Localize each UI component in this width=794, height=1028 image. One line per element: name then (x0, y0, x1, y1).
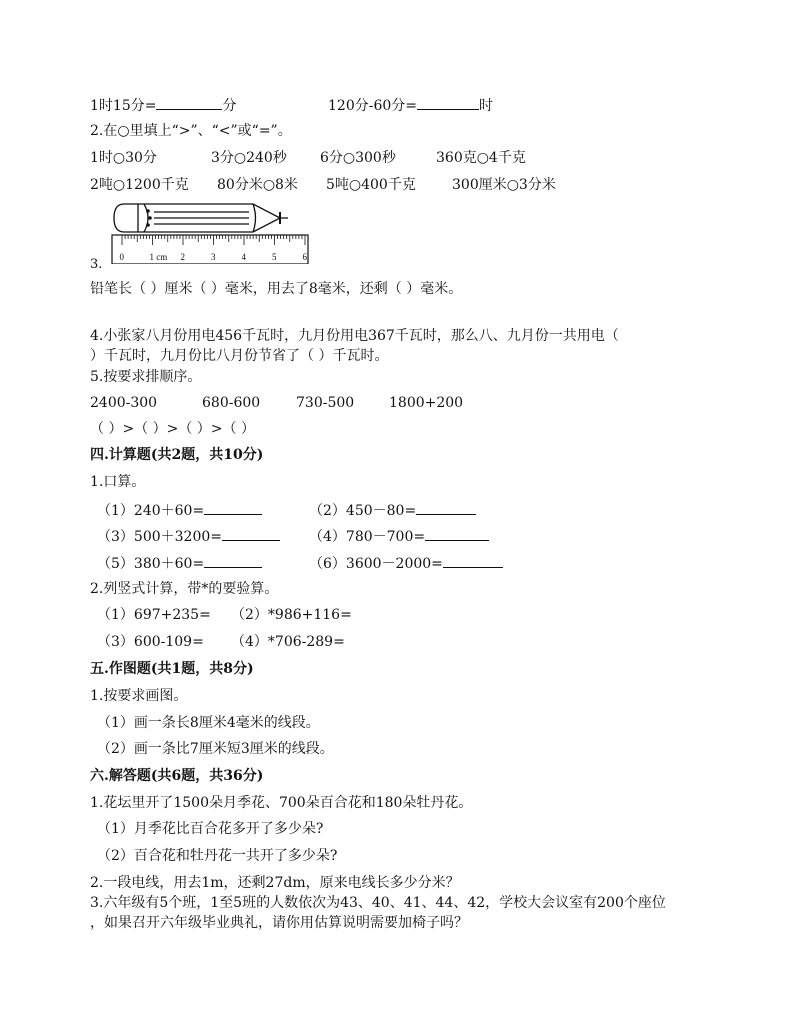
q2-item: 2吨○1200千克 (90, 177, 189, 193)
sec6-q1-item: （2）百合花和牡丹花一共开了多少朵? (97, 848, 338, 864)
sec5-item: （1）画一条长8厘米4毫米的线段。 (97, 715, 320, 731)
q2-item: 5吨○400千克 (326, 177, 416, 193)
q2-item: 360克○4千克 (436, 150, 526, 166)
ruler (112, 235, 308, 264)
q1-conversion-a (90, 95, 236, 115)
q5-title: 5.按要求排顺序。 (90, 369, 202, 385)
oral-item (309, 500, 476, 520)
q3-text: 铅笔长（ ）厘米（ ）毫米，用去了8毫米，还剩（ ）毫米。 (90, 281, 463, 297)
pencil-icon (114, 204, 288, 232)
q2-item: 80分米○8米 (217, 177, 298, 193)
sec6-q1-title: 1.花坛里开了1500朵月季花、700朵百合花和180朵牡丹花。 (90, 795, 473, 811)
answer-blank[interactable] (416, 500, 476, 515)
q4-line1: 4.小张家八月份用电456千瓦时，九月份用电367千瓦时，那么八、九月份一共用电（ (90, 328, 619, 344)
q2-item: 3分○240秒 (211, 150, 287, 166)
q5-order: （ ）>（ ）>（ ）>（ ） (90, 421, 255, 437)
vertical-item: （1）697+235= (97, 607, 211, 623)
ruler-label: 3 (211, 252, 216, 262)
answer-blank[interactable] (156, 95, 222, 110)
answer-blank[interactable] (425, 526, 489, 541)
oral-text: （3）500＋3200= (97, 529, 222, 545)
vertical-item: （2）*986+116= (231, 607, 352, 623)
q2-item: 1时○30分 (90, 150, 157, 166)
answer-blank[interactable] (204, 500, 262, 515)
section-6-title: 六.解答题(共6题，共36分) (90, 768, 264, 784)
ruler-label: 0 (119, 252, 124, 262)
oral-item (97, 500, 262, 520)
sec4-q1-title: 1.口算。 (90, 474, 146, 490)
q5-item: 680-600 (202, 395, 261, 411)
ruler-label: 5 (272, 252, 277, 262)
oral-text: （4）780－700= (309, 529, 426, 545)
ruler-label: 2 (180, 252, 185, 262)
q1-conversion-b (328, 95, 493, 115)
sec6-q2: 2.一段电线，用去1m，还剩27dm，原来电线长多少分米？ (90, 875, 460, 891)
q4-line2: ）千瓦时，九月份比八月份节省了（ ）千瓦时。 (90, 348, 389, 364)
q5-item: 1800+200 (389, 395, 464, 411)
q1a-text: 1时15分= (90, 98, 157, 114)
q2-title: 2.在○里填上“>”、“<”或“=”。 (90, 123, 292, 139)
q2-item: 6分○300秒 (320, 150, 396, 166)
q3-number: 3. (90, 257, 103, 272)
vertical-item: （3）600-109= (97, 634, 204, 650)
ruler-label: 4 (241, 252, 246, 262)
q1b-unit: 时 (479, 98, 493, 114)
oral-text: （5）380＋60= (97, 556, 205, 572)
oral-item (309, 526, 489, 546)
oral-item (97, 553, 262, 573)
oral-text: （6）3600－2000= (309, 556, 443, 572)
sec6-q3-line2: ，如果召开六年级毕业典礼，请你用估算说明需要加椅子吗？ (90, 915, 468, 931)
oral-item (309, 553, 503, 573)
sec6-q3-line1: 3.六年级有5个班，1至5班的人数依次为43、40、41、44、42，学校大会议室有200个座位 (90, 895, 666, 911)
q5-item: 730-500 (296, 395, 355, 411)
q5-item: 2400-300 (90, 395, 158, 411)
sec5-q1-title: 1.按要求画图。 (90, 688, 188, 704)
q1b-text: 120分-60分= (328, 98, 417, 114)
ruler-label: 6 (302, 252, 307, 262)
q1a-unit: 分 (222, 98, 237, 114)
section-4-title: 四.计算题(共2题，共10分) (90, 447, 264, 463)
sec4-q2-title: 2.列竖式计算，带*的要验算。 (90, 581, 279, 597)
oral-text: （2）450－80= (309, 503, 417, 519)
oral-text: （1）240＋60= (97, 503, 205, 519)
answer-blank[interactable] (417, 95, 479, 110)
answer-blank[interactable] (204, 553, 262, 568)
answer-blank[interactable] (443, 553, 503, 568)
q2-item: 300厘米○3分米 (452, 177, 556, 193)
oral-item (97, 526, 280, 546)
ruler-label: 1 cm (149, 252, 168, 262)
pencil-ruler-figure (108, 198, 318, 264)
sec5-item: （2）画一条比7厘米短3厘米的线段。 (97, 741, 334, 757)
section-5-title: 五.作图题(共1题，共8分) (90, 661, 254, 677)
sec6-q1-item: （1）月季花比百合花多开了多少朵? (97, 821, 324, 837)
answer-blank[interactable] (222, 526, 280, 541)
vertical-item: （4）*706-289= (231, 634, 345, 650)
